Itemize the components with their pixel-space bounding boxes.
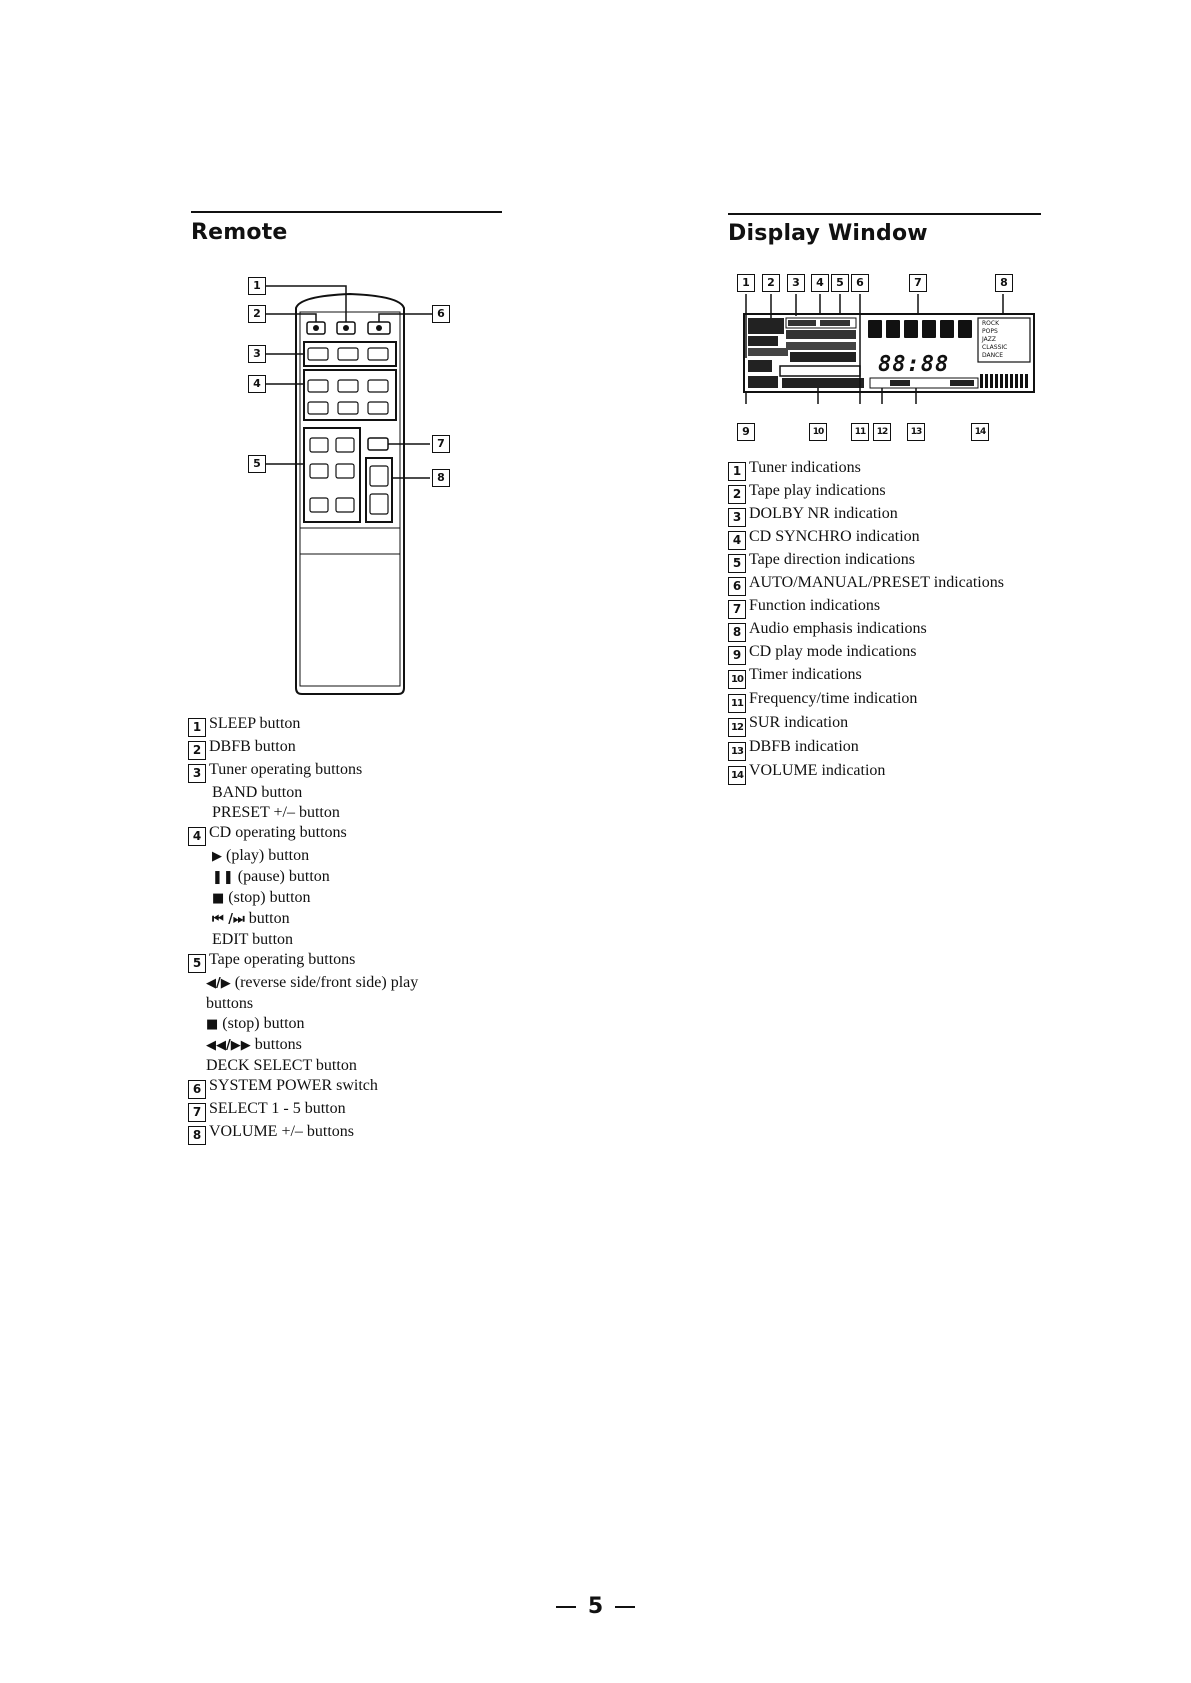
legend-item: 8 Audio emphasis indications — [728, 619, 1004, 642]
display-legend — [728, 458, 1004, 785]
emphasis-label-rock: ROCK — [982, 320, 1000, 327]
display-callout-8: 8 — [995, 274, 1013, 292]
legend-item: 8 VOLUME +/– buttons — [188, 1122, 418, 1145]
volume-bars — [980, 374, 1028, 388]
legend-item: 7 SELECT 1 - 5 button — [188, 1099, 418, 1122]
display-callout-9: 9 — [737, 423, 755, 441]
remote-heading: Remote — [191, 220, 288, 245]
legend-item: 10 Timer indications — [728, 665, 1004, 689]
stop-icon: ■ — [212, 891, 225, 906]
display-callout-11: 11 — [851, 423, 869, 441]
remote-legend — [188, 714, 418, 1145]
remote-callout-4: 4 — [248, 375, 266, 393]
legend-subitem: ■ (stop) button — [212, 889, 311, 906]
legend-item: 1 SLEEP button — [188, 714, 418, 737]
remote-callout-1: 1 — [248, 277, 266, 295]
legend-item: 4 CD SYNCHRO indication — [728, 527, 1004, 550]
display-callout-1: 1 — [737, 274, 755, 292]
remote-callout-7: 7 — [432, 435, 450, 453]
play-icon: ▶ — [212, 849, 222, 864]
legend-subitem: DECK SELECT button — [206, 1057, 357, 1074]
emphasis-label-dance: DANCE — [982, 352, 1004, 359]
legend-item: 2 DBFB button — [188, 737, 418, 760]
remote-callout-8: 8 — [432, 469, 450, 487]
display-callout-4: 4 — [811, 274, 829, 292]
legend-item: 12 SUR indication — [728, 713, 1004, 737]
legend-item: 1 Tuner indications — [728, 458, 1004, 481]
display-callout-6: 6 — [851, 274, 869, 292]
remote-callout-5: 5 — [248, 455, 266, 473]
legend-subitem: buttons — [206, 995, 254, 1012]
rewind-ff-icon: ◀◀/▶▶ — [206, 1038, 251, 1053]
display-callout-12: 12 — [873, 423, 891, 441]
legend-subitem: EDIT button — [212, 931, 294, 948]
legend-subitem: ◀◀/▶▶ buttons — [206, 1036, 302, 1053]
legend-item: 6 SYSTEM POWER switch — [188, 1076, 418, 1099]
skip-icon: ⏮ /⏭ — [212, 912, 245, 927]
display-callout-2: 2 — [762, 274, 780, 292]
reverse-forward-icon: ◀/▶ — [206, 976, 231, 991]
remote-illustration — [240, 268, 500, 698]
legend-item: 3 Tuner operating buttons — [188, 760, 418, 783]
display-callout-13: 13 — [907, 423, 925, 441]
legend-item: 11 Frequency/time indication — [728, 689, 1004, 713]
legend-subitem: ❚❚ (pause) button — [212, 868, 330, 885]
legend-subitem: ■ (stop) button — [206, 1015, 305, 1032]
legend-item: 14 VOLUME indication — [728, 761, 1004, 785]
remote-callout-6: 6 — [432, 305, 450, 323]
function-digits — [868, 320, 972, 338]
legend-subitem: ◀/▶ (reverse side/front side) play — [206, 974, 419, 991]
legend-item: 3 DOLBY NR indication — [728, 504, 1004, 527]
legend-item: 13 DBFB indication — [728, 737, 1004, 761]
frequency-time-readout: 88:88 — [878, 352, 950, 377]
pause-icon: ❚❚ — [212, 870, 234, 885]
page-number: 5 — [0, 1594, 1191, 1619]
display-window-heading: Display Window — [728, 221, 928, 246]
display-callout-3: 3 — [787, 274, 805, 292]
legend-subitem: ▶ (play) button — [212, 847, 310, 864]
legend-item: 9 CD play mode indications — [728, 642, 1004, 665]
legend-item: 5 Tape direction indications — [728, 550, 1004, 573]
emphasis-label-pops: POPS — [982, 328, 998, 335]
emphasis-label-jazz: JAZZ — [982, 336, 996, 343]
remote-callout-3: 3 — [248, 345, 266, 363]
legend-item: 2 Tape play indications — [728, 481, 1004, 504]
remote-inner-outline — [300, 312, 400, 686]
legend-subitem: ⏮ /⏭ button — [212, 910, 290, 927]
emphasis-labels — [982, 320, 1007, 360]
legend-item: 6 AUTO/MANUAL/PRESET indications — [728, 573, 1004, 596]
stop-icon: ■ — [206, 1017, 219, 1032]
display-callout-7: 7 — [909, 274, 927, 292]
legend-item: 4 CD operating buttons — [188, 823, 418, 846]
legend-item: 5 Tape operating buttons — [188, 950, 418, 973]
display-callout-5: 5 — [831, 274, 849, 292]
legend-subitem: PRESET +/– button — [212, 804, 340, 821]
display-callout-10: 10 — [809, 423, 827, 441]
display-section-rule — [728, 213, 1041, 215]
legend-subitem: BAND button — [212, 784, 303, 801]
legend-item: 7 Function indications — [728, 596, 1004, 619]
remote-section-rule — [191, 211, 502, 213]
remote-callout-2: 2 — [248, 305, 266, 323]
display-callout-14: 14 — [971, 423, 989, 441]
emphasis-label-classic: CLASSIC — [982, 344, 1008, 351]
